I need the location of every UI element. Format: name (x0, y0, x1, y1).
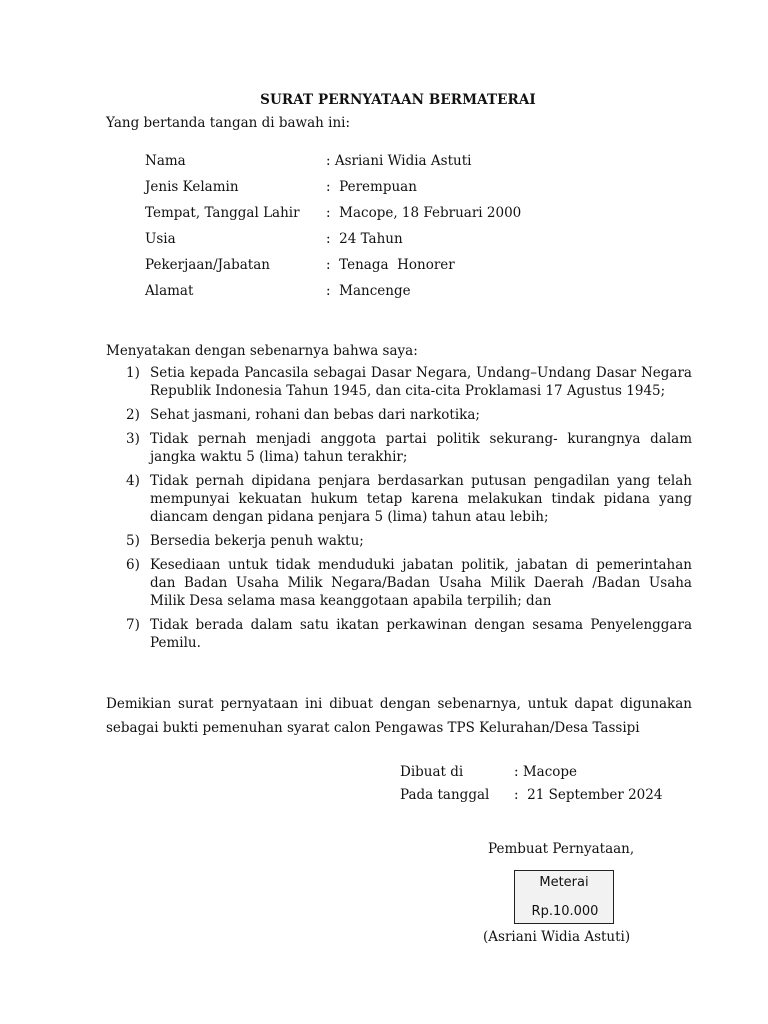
maker-label: Pembuat Pernyataan, (488, 841, 635, 857)
identity-label: Alamat (145, 283, 194, 299)
list-number: 7) (126, 617, 140, 633)
list-item (106, 616, 692, 652)
made-at-value: : Macope (514, 764, 578, 780)
identity-label: Jenis Kelamin (145, 179, 239, 195)
list-number: 4) (126, 473, 140, 489)
identity-label: Usia (145, 231, 176, 247)
list-item (106, 532, 692, 550)
identity-value: : Perempuan (326, 179, 417, 195)
list-number: 3) (126, 431, 140, 447)
list-number: 2) (126, 407, 140, 423)
stamp-title: Meterai (539, 875, 589, 890)
signer-name: (Asriani Widia Astuti) (483, 929, 631, 945)
identity-row-job (145, 256, 605, 282)
list-item (106, 430, 692, 466)
identity-row-age (145, 230, 605, 256)
identity-label: Nama (145, 153, 186, 169)
list-text: Tidak berada dalam satu ikatan perkawinan dengan sesama Penyelenggara Pemilu. (150, 617, 692, 651)
list-text: Kesediaan untuk tidak menduduki jabatan politik, jabatan di pemerintahan dan Badan Usaha Milik Negara/Badan Usaha Milik Daerah /Badan Usaha Milik Desa selama masa keanggotaan apabila terpilih; dan (150, 557, 692, 609)
list-item (106, 472, 692, 526)
made-at-label: Dibuat di (400, 764, 464, 780)
document-title: SURAT PERNYATAAN BERMATERAI (260, 92, 536, 108)
meterai-stamp (514, 870, 614, 924)
closing-paragraph: Demikian surat pernyataan ini dibuat dengan sebenarnya, untuk dapat digunakan sebagai bukti pemenuhan syarat calon Pengawas TPS Kelurahan/Desa Tassipi (106, 696, 692, 736)
identity-value: : Asriani Widia Astuti (326, 153, 472, 169)
list-number: 1) (126, 365, 140, 381)
identity-value: : Mancenge (326, 283, 411, 299)
identity-value: : 24 Tahun (326, 231, 403, 247)
stamp-amount: Rp.10.000 (531, 904, 599, 919)
date-value: : 21 September 2024 (514, 787, 663, 803)
intro-text: Yang bertanda tangan di bawah ini: (106, 115, 351, 131)
list-item (106, 364, 692, 400)
identity-row-birth (145, 204, 605, 230)
statement-list (106, 364, 692, 658)
identity-row-name (145, 152, 605, 178)
made-at-row (400, 763, 700, 786)
list-text: Tidak pernah menjadi anggota partai politik sekurang- kurangnya dalam jangka waktu 5 (lima) tahun terakhir; (150, 431, 692, 465)
identity-table (145, 152, 605, 308)
list-item (106, 406, 692, 424)
date-row (400, 786, 700, 809)
list-number: 5) (126, 533, 140, 549)
identity-value: : Macope, 18 Februari 2000 (326, 205, 522, 221)
date-label: Pada tanggal (400, 787, 490, 803)
list-text: Tidak pernah dipidana penjara berdasarkan putusan pengadilan yang telah mempunyai kekuatan hukum tetap karena melakukan tindak pidana yang diancam dengan pidana penjara 5 (lima) tahun atau lebih; (150, 473, 692, 525)
identity-label: Pekerjaan/Jabatan (145, 257, 270, 273)
identity-label: Tempat, Tanggal Lahir (145, 205, 300, 221)
declaration-intro: Menyatakan dengan sebenarnya bahwa saya: (106, 343, 418, 359)
identity-row-gender (145, 178, 605, 204)
identity-value: : Tenaga Honorer (326, 257, 455, 273)
list-text: Sehat jasmani, rohani dan bebas dari narkotika; (150, 407, 480, 423)
list-item (106, 556, 692, 610)
list-text: Setia kepada Pancasila sebagai Dasar Negara, Undang–Undang Dasar Negara Republik Indonesia Tahun 1945, dan cita-cita Proklamasi 17 Agustus 1945; (150, 365, 692, 399)
list-text: Bersedia bekerja penuh waktu; (150, 533, 364, 549)
identity-row-address (145, 282, 605, 308)
place-date-block (400, 763, 700, 809)
list-number: 6) (126, 557, 140, 573)
